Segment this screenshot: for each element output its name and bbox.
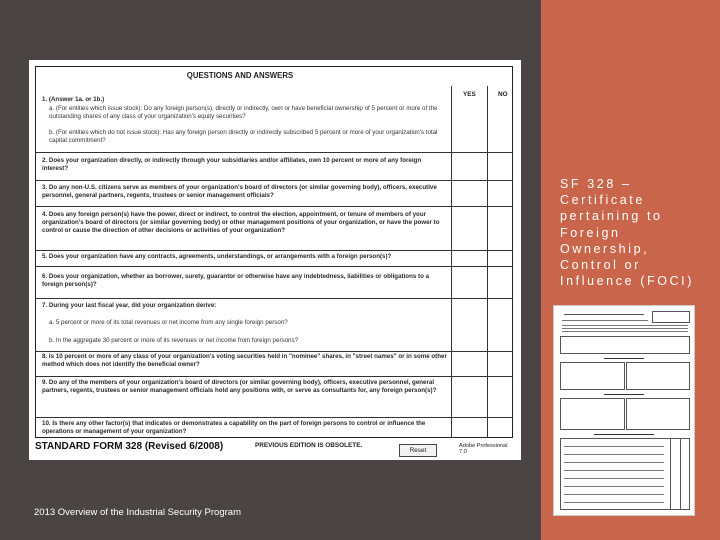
thumb-line [564, 446, 664, 447]
no-column-header: NO [498, 91, 508, 98]
thumb-box [626, 362, 690, 390]
yes-column-header: YES [463, 91, 476, 98]
row-divider [35, 298, 513, 299]
question-1b: b. (For entities which do not issue stock): Has any foreign person directly or indirectly subscribed 5 percent or more of your organization's total capital commitment? [49, 129, 438, 144]
row-divider [35, 417, 513, 418]
form-footer [35, 438, 513, 460]
form-id: STANDARD FORM 328 (Revised 6/2008) [35, 441, 224, 452]
question-1a: a. (For entities which issue stock): Do any foreign person(s), directly or indirectly, own or have beneficial ownership of 5 percent or more of the outstanding shares of any class of your organization's equity securities? [49, 105, 438, 120]
row-divider [35, 376, 513, 377]
thumb-line [562, 320, 648, 321]
thumb-line [604, 394, 644, 395]
yes-column-line [451, 86, 452, 438]
thumb-line [564, 470, 664, 471]
thumb-line [564, 454, 664, 455]
thumb-box [560, 362, 625, 390]
question-1: 1. (Answer 1a. or 1b.) [42, 96, 105, 103]
thumb-box [626, 398, 690, 430]
question-4: 4. Does any foreign person(s) have the power, direct or indirect, to control the election, appointment, or tenure of members of your organization's board of directors (or similar governing body) or other management positions of your organization, or have the power to control or cause the direction of other decisions or activities of your organization? [42, 211, 440, 234]
reset-button[interactable]: Reset [399, 444, 437, 457]
edition-notice: PREVIOUS EDITION IS OBSOLETE. [255, 442, 363, 449]
question-5: 5. Does your organization have any contracts, agreements, understandings, or arrangements with a foreign person(s)? [42, 253, 392, 260]
thumb-line [680, 438, 681, 510]
thumb-box [560, 398, 625, 430]
thumb-line [564, 462, 664, 463]
thumb-line [564, 502, 664, 503]
question-8: 8. Is 10 percent or more of any class of your organization's voting securities held in "nominee" shares, in "street names" or in some other method which does not identify the beneficial owner? [42, 353, 447, 368]
question-9: 9. Do any of the members of your organization's board of directors (or similar governing body), officers, executive personnel, general partners, regents, trustees or senior management officials hold any positions with, or serve as consultants for, any foreign person(s)? [42, 379, 437, 394]
thumb-line [564, 314, 644, 315]
thumb-line [562, 328, 688, 329]
question-6: 6. Does your organization, whether as borrower, surety, guarantor or otherwise have any indebtedness, liabilities or obligations to a foreign person(s)? [42, 273, 430, 288]
slide-title: SF 328 – Certificate pertaining to Foreign Ownership, Control or Influence (FOCI) [560, 177, 694, 289]
row-divider [35, 180, 513, 181]
form-heading: QUESTIONS AND ANSWERS [186, 71, 294, 80]
question-3: 3. Do any non-U.S. citizens serve as members of your organization's board of directors (or similar governing body), officers, executive personnel, general partners, regents, trustees or senior management officials? [42, 184, 437, 199]
thumb-box [560, 336, 690, 354]
software-label: Adobe Professional 7.0 [459, 443, 508, 455]
thumb-line [604, 358, 644, 359]
thumb-line [562, 325, 688, 326]
no-column-line [487, 86, 488, 438]
form-thumbnail [553, 305, 695, 516]
row-divider [35, 250, 513, 251]
question-2: 2. Does your organization directly, or indirectly through your subsidiaries and/or affiliates, own 10 percent or more of any foreign interest? [42, 157, 422, 172]
question-7a: a. 5 percent or more of its total revenues or net income from any single foreign person? [49, 319, 288, 326]
row-divider [35, 266, 513, 267]
thumb-line [564, 478, 664, 479]
row-divider [35, 206, 513, 207]
question-7: 7. During your last fiscal year, did your organization derive: [42, 302, 217, 309]
thumb-line [564, 494, 664, 495]
slide-footer: 2013 Overview of the Industrial Security Program [34, 507, 241, 518]
thumb-line [562, 331, 688, 332]
thumb-line [594, 434, 654, 435]
question-10: 10. Is there any other factor(s) that indicates or demonstrates a capability on the part of foreign persons to control or influence the operations or management of your organization? [42, 420, 426, 435]
row-divider [35, 152, 513, 153]
thumb-box [652, 311, 690, 323]
row-divider [35, 351, 513, 352]
thumb-line [670, 438, 671, 510]
sf328-form-scan [29, 60, 521, 460]
question-7b: b. In the aggregate 30 percent or more of its revenues or net income from foreign persons? [49, 337, 299, 344]
thumb-line [564, 486, 664, 487]
